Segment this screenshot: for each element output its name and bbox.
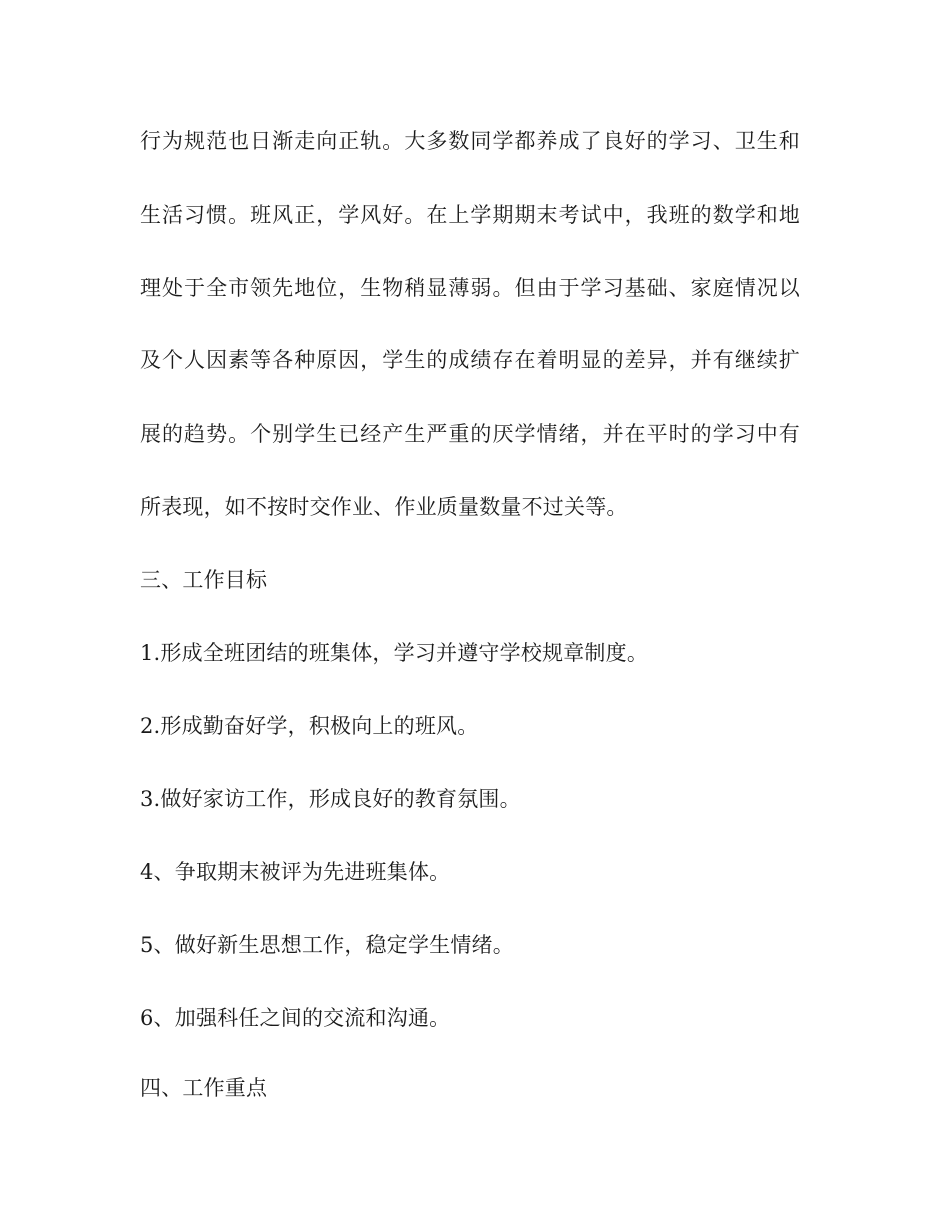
paragraph-line: 理处于全市领先地位，生物稍显薄弱。但由于学习基础、家庭情况以 (140, 276, 800, 300)
section-heading: 三、工作目标 (140, 568, 268, 592)
paragraph-line-last: 所表现，如不按时交作业、作业质量数量不过关等。 (140, 495, 628, 519)
goal-item: 2.形成勤奋好学，积极向上的班风。 (140, 714, 479, 738)
goal-item: 4、争取期末被评为先进班集体。 (140, 860, 451, 884)
paragraph-line: 展的趋势。个别学生已经产生严重的厌学情绪，并在平时的学习中有 (140, 422, 800, 446)
paragraph-line: 行为规范也日渐走向正轨。大多数同学都养成了良好的学习、卫生和 (140, 129, 800, 153)
goal-item: 6、加强科任之间的交流和沟通。 (140, 1006, 451, 1030)
goal-item: 3.做好家访工作，形成良好的教育氛围。 (140, 787, 521, 811)
section-heading: 四、工作重点 (140, 1076, 268, 1100)
goal-item: 1.形成全班团结的班集体，学习并遵守学校规章制度。 (140, 641, 649, 665)
paragraph-line: 生活习惯。班风正，学风好。在上学期期末考试中，我班的数学和地 (140, 203, 800, 227)
goal-item: 5、做好新生思想工作，稳定学生情绪。 (140, 933, 514, 957)
paragraph-line: 及个人因素等各种原因，学生的成绩存在着明显的差异，并有继续扩 (140, 348, 800, 372)
